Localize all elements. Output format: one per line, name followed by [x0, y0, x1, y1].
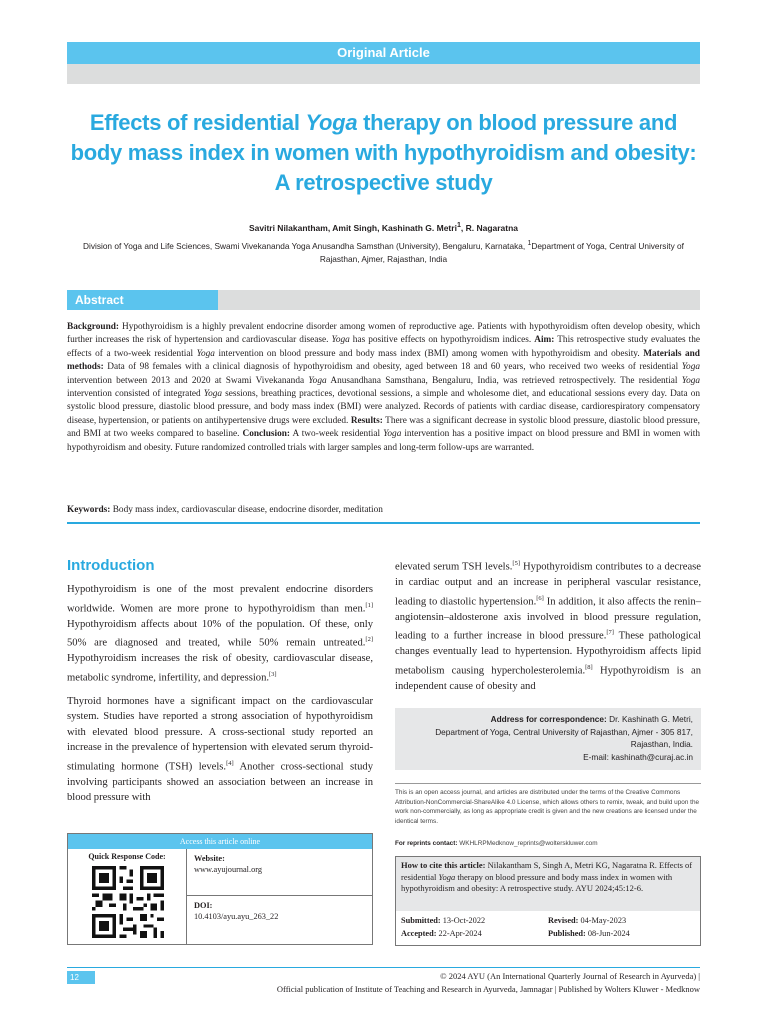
banner-grey-strip [67, 64, 700, 84]
website-label: Website: [194, 854, 225, 863]
correspondence-box [395, 708, 701, 770]
authors-sup: 1 [456, 221, 461, 229]
yoga-italic: Yoga [203, 389, 223, 400]
citation-box [395, 856, 701, 946]
website-link[interactable]: www.ayujournal.org [194, 864, 262, 874]
published-label: Published: [548, 929, 586, 938]
citation-ref[interactable]: [2] [365, 636, 373, 644]
author-list [67, 221, 700, 233]
authors-a: Savitri Nilakantham, Amit Singh, Kashinath G. Metri [248, 222, 457, 233]
p2-text-a: Thyroid hormones have a significant impact on the cardiovascular system. Studies have reported a strong association of hypothyroidism with elevated blood pressure. A cross-sectional study reported an increase in the prevalence of hypertension with elevated serum thyroid-stimulating hormone (TSH) levels. [67, 695, 373, 773]
citation-ref[interactable]: [7] [606, 629, 614, 637]
p2-text-b: Another cross-sectional study involving participants showed an association between an increase in blood pressure with [67, 761, 373, 804]
citation-ref[interactable]: [4] [226, 759, 234, 767]
keywords-label: Keywords: [67, 505, 111, 515]
published-date [548, 927, 695, 940]
results-label: Results: [350, 415, 383, 426]
footer-divider [67, 967, 700, 968]
yoga-italic: Yoga [438, 871, 456, 882]
intro-paragraph-3 [395, 556, 701, 694]
affil-part-1: Division of Yoga and Life Sciences, Swami Vivekananda Yoga Anusandha Samsthan (University), Bengaluru, Karnataka, [83, 240, 528, 251]
methods-text-2: intervention between 2013 and 2020 at Swami Vivekananda [67, 375, 309, 386]
qr-cell [68, 849, 187, 944]
conclusion-label: Conclusion: [242, 429, 291, 440]
aim-text-2: intervention on blood pressure and body mass index (BMI) among women with hypothyroidism and obesity. [214, 348, 644, 359]
submitted-date [401, 914, 548, 927]
keywords-text: Body mass index, cardiovascular disease, endocrine disorder, meditation [110, 505, 383, 515]
abstract-body [67, 321, 700, 455]
aim-label: Aim: [534, 335, 555, 346]
intro-paragraph-1 [67, 582, 373, 686]
access-heading: Access this article online [68, 834, 372, 849]
article-type-banner [67, 42, 700, 64]
correspondence-label: Address for correspondence: [490, 714, 607, 724]
article-title [67, 108, 700, 198]
results-text: There was a significant decrease in systolic blood pressure, diastolic blood pressure, and BMI at two weeks compared to baseline. [67, 415, 700, 440]
title-part-1: Effects of residential [89, 110, 306, 135]
methods-text-4: intervention consisted of integrated [67, 389, 204, 400]
published-value: 08-Jun-2024 [585, 929, 630, 938]
yoga-italic: Yoga [308, 375, 327, 386]
r1-text-d: These pathological changes eventually lead to hypertension. Hypothyroidism affects lipid metabolism causing hypercholesterolemia. [395, 630, 701, 677]
correspondence-name: Dr. Kashinath G. Metri, [606, 714, 693, 724]
citation-label: How to cite this article: [401, 860, 486, 870]
citation-text-2: therapy on blood pressure and body mass index in women with hypothyroidism and obesity: A retrospective study. AYU 2024;45:12-6. [401, 871, 673, 893]
conclusion-text: A two-week residential [290, 429, 384, 440]
revised-value: 04-May-2023 [578, 916, 627, 925]
reprints-email[interactable]: WKHLRPMedknow_reprints@wolterskluwer.com [457, 840, 598, 847]
authors-b: , R. Nagaratna [460, 222, 519, 233]
reprints-contact [395, 840, 701, 847]
affil-sup: 1 [527, 240, 532, 247]
revised-label: Revised: [548, 916, 579, 925]
citation-text [396, 857, 700, 911]
citation-dates [396, 911, 700, 940]
p1-text-a: Hypothyroidism is one of the most prevalent endocrine disorders worldwide. Women are more prone to hypothyroidism than men. [67, 584, 373, 615]
conclusion-text-2: intervention has a positive impact on blood pressure and BMI in women with hypothyroidism and obesity. Future randomized controlled trials with larger samples and long-term follow-ups are warranted. [67, 429, 700, 453]
citation-ref[interactable]: [8] [585, 663, 593, 671]
page-number: 12 [67, 971, 95, 984]
abstract-heading: Abstract [67, 290, 218, 310]
submitted-value: 13-Oct-2022 [440, 916, 486, 925]
methods-text-5: sessions, breathing practices, devotional sessions, a simple and wholesome diet, and educational sessions every day. Data on systolic blood pressure, diastolic blood pressure, and body mass index (BMI) were analyzed. Records of patients with cardiac disease, cardiorespiratory compensatory disease, hypertension, or patients on antihypertensive drugs were excluded. [67, 389, 700, 426]
correspondence-line-3: Rajasthan, India. [630, 739, 693, 749]
methods-text: Data of 98 females with a clinical diagnosis of hypothyroidism and obesity, aged between 18 and 60 years, who received two weeks of residential [103, 362, 682, 373]
introduction-heading: Introduction [67, 557, 155, 574]
yoga-italic: Yoga [681, 375, 701, 386]
doi-cell [186, 896, 372, 944]
yoga-italic: Yoga [383, 429, 402, 440]
p1-text-c: Hypothyroidism increases the risk of obesity, cardiovascular disease, metabolic syndrome, infertility, and depression. [67, 653, 373, 684]
citation-ref[interactable]: [1] [365, 601, 373, 609]
methods-text-3: Anusandhana Samsthana, Bengaluru, India, was retrieved retrospectively. The residential [326, 375, 682, 386]
yoga-italic: Yoga [331, 335, 350, 346]
abstract-grey-strip [218, 290, 700, 310]
citation-ref[interactable]: [3] [269, 670, 277, 678]
r1-text-b: Hypothyroidism contributes to a decrease in cardiac output and an increase in peripheral vascular resistance, leading to diastolic hypertension. [395, 561, 701, 608]
doi-link[interactable]: 10.4103/ayu.ayu_263_22 [194, 911, 279, 921]
citation-ref[interactable]: [6] [536, 594, 544, 602]
reprints-label: For reprints contact: [395, 840, 458, 847]
background-label: Background: [67, 322, 120, 332]
yoga-italic: Yoga [196, 348, 215, 359]
access-online-box [67, 833, 373, 945]
accepted-value: 22-Apr-2024 [436, 929, 482, 938]
aim-text: This retrospective study evaluates the effects of a two-week residential [67, 335, 700, 359]
article-type-label: Original Article [337, 45, 430, 60]
open-access-notice: This is an open access journal, and articles are distributed under the terms of the Creative Commons Attribution-NonCommercial-ShareAlike 4.0 License, which allows others to remix, tweak, and build upon the work non-commercially, as long as appropriate credit is given and the new creations are licensed under the identical terms. [395, 783, 701, 826]
yoga-italic: Yoga [681, 362, 700, 373]
affiliations [67, 237, 700, 266]
correspondence-email[interactable]: E-mail: kashinath@curaj.ac.in [583, 751, 693, 762]
submitted-label: Submitted: [401, 916, 441, 925]
footer-line-2: Official publication of Institute of Teaching and Research in Ayurveda, Jamnagar | Published by Wolters Kluwer - Medknow [276, 984, 700, 994]
r1-text-e: Hypothyroidism is an independent cause of obesity and [395, 665, 702, 692]
methods-label: Materials and methods: [67, 348, 700, 373]
body-column-left [67, 556, 373, 814]
r1-text-a: elevated serum TSH levels. [395, 561, 513, 573]
intro-paragraph-2 [67, 694, 373, 806]
website-cell [186, 849, 372, 896]
doi-label: DOI: [194, 901, 213, 910]
background-text-2: has positive effects on hypothyroidism indices. [349, 335, 535, 346]
correspondence-line-2: Department of Yoga, Central University of Rajasthan, Ajmer - 305 817, [435, 726, 693, 737]
qr-label: Quick Response Code: [88, 852, 166, 861]
journal-footer [100, 970, 700, 996]
p1-text-b: Hypothyroidism affects about 10% of the population. Of these, only 50% are diagnosed and treated, while 50% remain untreated. [67, 618, 373, 649]
revised-date [548, 914, 695, 927]
affil-part-2: Department of Yoga, Central University of Rajasthan, Ajmer, Rajasthan, India [319, 240, 684, 264]
citation-text-1: Nilakantham S, Singh A, Metri KG, Nagaratna R. Effects of residential [401, 860, 693, 882]
accepted-label: Accepted: [401, 929, 437, 938]
footer-line-1: © 2024 AYU (An International Quarterly Journal of Research in Ayurveda) | [440, 971, 700, 981]
citation-ref[interactable]: [5] [512, 560, 520, 567]
r1-text-c: In addition, it also affects the renin–angiotensin–aldosterone axis involved in blood pressure regulation, leading to a further increase in blood pressure. [395, 596, 701, 642]
abstract-divider [67, 522, 700, 524]
keywords-line [67, 505, 700, 515]
accepted-date [401, 927, 548, 940]
correspondence-line-1 [403, 713, 693, 726]
qr-code-icon[interactable] [92, 866, 164, 938]
title-part-2: therapy on blood pressure and body mass index in women with hypothyroidism and obesity: A retrospective study [70, 110, 697, 195]
background-text: Hypothyroidism is a highly prevalent endocrine disorder among women of reproductive age. Patients with hypothyroidism often develop obesity, which further increases the risk of hypertension and cardiovascular disease. [67, 322, 700, 346]
body-column-right [395, 556, 701, 702]
title-italic: Yoga [305, 110, 358, 135]
